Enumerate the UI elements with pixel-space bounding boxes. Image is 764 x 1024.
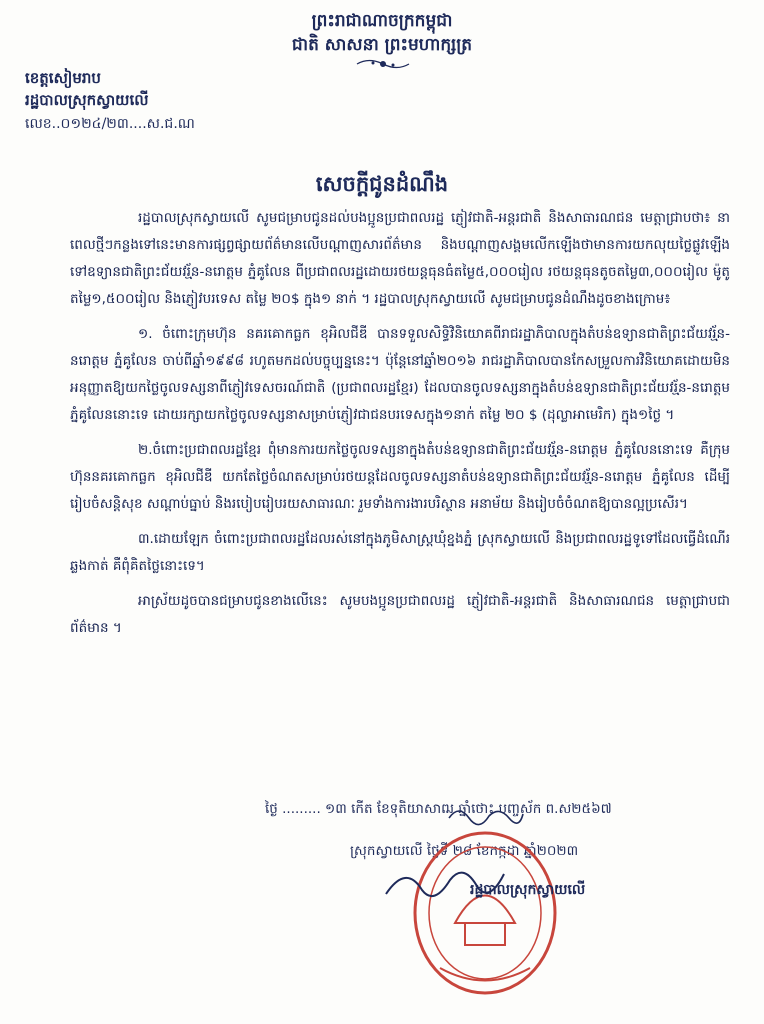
closing-paragraph: អាស្រ័យដូចបានជម្រាបជូនខាងលើនេះ សូមបងប្អូនប្រជាពលរដ្ឋ ភ្ញៀវជាតិ-អន្តរជាតិ និងសាធារណជន មេត្តាជ្រាបជាព័ត៌មាន ។ [70,593,730,636]
notice-body [70,205,730,650]
date-handwriting-icon [445,800,525,828]
point-2-paragraph: ២.ចំពោះប្រជាពលរដ្ឋខ្មែរ ពុំមានការយកថ្លៃចូលទស្សនាក្នុងតំបន់ឧទ្យានជាតិព្រះជ័យវរ្ម័ន-នរោត្តម ភ្នំគូលែននោះទេ គឺក្រុមហ៊ុននគរគោកធ្លក ខុអិលជីឌី យកតែថ្លៃចំណតសម្រាប់រថយន្តដែលចូលទស្សនាតំបន់ឧទ្យានជាតិព្រះជ័យវរ្ម័ន-នរោត្តម ភ្នំគូលែន ដើម្បីរៀបចំសន្តិសុខ សណ្ដាប់ធ្នាប់ និងរបៀបរៀបរយសាធារណៈ រួមទាំងការងារបរិស្ថាន អនាម័យ និងរៀបចំចំណតឱ្យបានល្អប្រសើរ។ [70,442,730,512]
province-name: ខេត្តសៀមរាប [25,69,101,87]
point-1-paragraph: ១. ចំពោះក្រុមហ៊ុន នគរគោកធ្លក ខុអិលជីឌី បានទទួលសិទ្ធិវិនិយោគពីរាជរដ្ឋាភិបាលក្នុងតំបន់ឧទ្យានជាតិព្រះជ័យវរ្ម័ន-នរោត្តម ភ្នំគូលែន ចាប់ពីឆ្នាំ១៩៩៨ រហូតមកដល់បច្ចុប្បន្ននេះ។ ប៉ុន្តែនៅឆ្នាំ២០១៦ រាជរដ្ឋាភិបាលបានកែសម្រួលការវិនិយោគដោយមិនអនុញ្ញាតឱ្យយកថ្លៃចូលទស្សនាពីភ្ញៀវទេសចរណ៍ជាតិ (ប្រជាពលរដ្ឋខ្មែរ) ដែលបានចូលទស្សនាក្នុងតំបន់ឧទ្យានជាតិព្រះជ័យវរ្ម័ន-នរោត្តម ភ្នំគូលែននោះទេ ដោយរក្សាយកថ្លៃចូលទស្សនាសម្រាប់ភ្ញៀវជាជនបរទេសក្នុង១នាក់ តម្លៃ ២០ $ (ដុល្លាអាមេរិក) ក្នុង១ថ្ងៃ ។ [70,326,730,423]
document-title: សេចក្ដីជូនដំណឹង [315,172,449,196]
gregorian-date: ស្រុកស្វាយលើ ថ្ងៃទី ២៨ ខែកក្កដា ឆ្នាំ២០២៣ [350,843,579,859]
signatory-office: រដ្ឋបាលស្រុកស្វាយលើ [470,882,586,898]
intro-paragraph: រដ្ឋបាលស្រុកស្វាយលើ សូមជម្រាបជូនដល់បងប្អូនប្រជាពលរដ្ឋ ភ្ញៀវជាតិ-អន្តរជាតិ និងសាធារណជន មេត្តាជ្រាបថា៖ នាពេលថ្មីៗកន្លងទៅនេះមានការផ្សព្វផ្សាយព័ត៌មានលើបណ្ដាញសារព័ត៌មាន និងបណ្ដាញសង្គមលើកឡើងថាមានការយកលុយថ្លៃផ្លូវឡើងទៅឧទ្យានជាតិព្រះជ័យវរ្ម័ន-នរោត្តម ភ្នំគូលែន ពីប្រជាពលរដ្ឋដោយរថយន្តធុនធំតម្លៃ៥,០០០រៀល រថយន្តធុនតូចតម្លៃ៣,០០០រៀល ម៉ូតូតម្លៃ១,៥០០រៀល និងភ្ញៀវបរទេស តម្លៃ ២០$ ក្នុង១ នាក់ ។ រដ្ឋបាលស្រុកស្វាយលើ សូមជម្រាបជូនដំណឹងដូចខាងក្រោម៖ [70,210,730,307]
national-motto: ជាតិ សាសនា ព្រះមហាក្សត្រ [291,35,473,55]
reference-number: លេខ..០១២៤/២៣....ស.ជ.ណ [25,116,195,132]
official-seal-icon [410,828,560,998]
ornament-divider-icon [355,55,411,73]
lunar-date: ថ្ងៃ ......... ១៣ ​កើត ខែទុតិយាសាឍ ឆ្នាំថោះ បញ្ចស័ក ព.ស២៥៦៧ [265,801,612,817]
point-3-paragraph: ៣.ដោយឡែក ចំពោះប្រជាពលរដ្ឋដែលរស់នៅក្នុងភូមិសាស្ត្រឃុំខ្នងភ្នំ ស្រុកស្វាយលើ និងប្រជាពលរដ្ឋទូទៅដែលធ្វើដំណើរឆ្លងកាត់ គឺពុំគិតថ្លៃនោះទេ។ [70,531,730,574]
kingdom-header: ព្រះរាជាណាចក្រកម្ពុជា [311,11,453,31]
district-admin-name: រដ្ឋបាលស្រុកស្វាយលើ [25,91,149,109]
